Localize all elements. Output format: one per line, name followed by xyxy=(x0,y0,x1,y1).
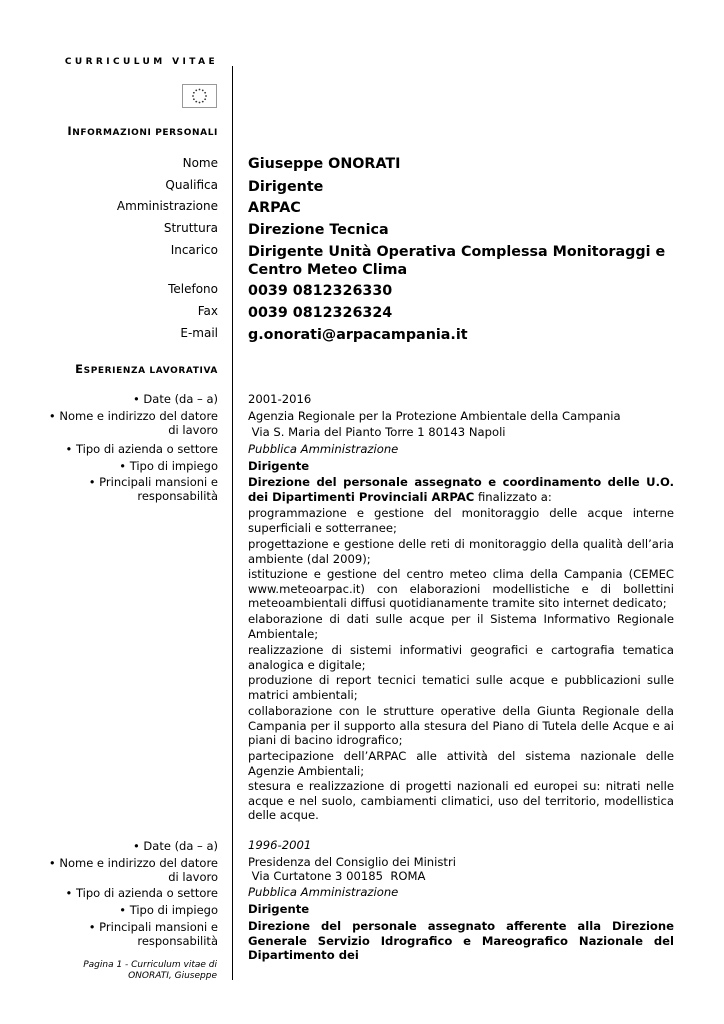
value-telefono: 0039 0812326330 xyxy=(248,283,393,299)
job1-role: Dirigente xyxy=(248,459,310,473)
value-amministrazione: ARPAC xyxy=(248,200,301,216)
value-email: g.onorati@arpacampania.it xyxy=(248,327,468,343)
job2-label-date: • Date (da – a) xyxy=(132,839,218,853)
job1-duty-item: progettazione e gestione delle reti di monitoraggio della qualità dell’aria ambiente (dal 2009); xyxy=(248,537,674,566)
label-email: E-mail xyxy=(180,326,218,340)
job1-label-sector: • Tipo di azienda o settore xyxy=(65,442,218,456)
job2-role: Dirigente xyxy=(248,902,310,916)
job2-label-employer-2: di lavoro xyxy=(168,870,218,884)
job2-sector: Pubblica Amministrazione xyxy=(248,885,399,899)
eu-flag-icon xyxy=(182,84,217,108)
job1-duty-item: partecipazione dell’ARPAC alle attività del sistema nazionale delle Agenzie Ambientali; xyxy=(248,749,674,778)
section-work-experience: ESPERIENZA LAVORATIVA xyxy=(75,362,218,376)
footer-line1: Pagina 1 - Curriculum vitae di xyxy=(83,960,217,970)
job2-duties-intro: Direzione del personale assegnato afferente alla Direzione Generale Servizio Idrografico e Mareografico Nazionale del Dipartimento dei xyxy=(248,919,674,963)
value-fax: 0039 0812326324 xyxy=(248,305,393,321)
job2-employer-line1: Presidenza del Consiglio dei Ministri xyxy=(248,855,456,869)
job2-date: 1996-2001 xyxy=(248,838,312,852)
job1-duty-item: collaborazione con le strutture operative della Giunta Regionale della Campania per il supporto alla stesura del Piano di Tutela delle Acque e ai piani di bacino idrografico; xyxy=(248,704,674,748)
job1-sector: Pubblica Amministrazione xyxy=(248,442,399,456)
job2-label-duties-1: • Principali mansioni e xyxy=(88,920,218,934)
column-divider xyxy=(232,66,233,980)
job1-label-date: • Date (da – a) xyxy=(132,392,218,406)
value-struttura: Direzione Tecnica xyxy=(248,222,389,238)
value-nome: Giuseppe ONORATI xyxy=(248,156,401,172)
job1-label-employer-1: • Nome e indirizzo del datore xyxy=(48,409,218,423)
job1-duty-item: realizzazione di sistemi informativi geografici e cartografia tematica analogica e digitale; xyxy=(248,643,674,672)
job2-label-employer-1: • Nome e indirizzo del datore xyxy=(48,856,218,870)
job1-duty-item: istituzione e gestione del centro meteo clima della Campania (CEMEC www.meteoarpac.it) con elaborazioni modellistiche e di bollettini meteoambientali diffusi quotidianamente tramite sito internet dedicato; xyxy=(248,567,674,611)
job1-duty-item: elaborazione di dati sulle acque per il Sistema Informativo Regionale Ambientale; xyxy=(248,612,674,641)
label-telefono: Telefono xyxy=(168,282,218,296)
job1-label-employer-2: di lavoro xyxy=(168,423,218,437)
page-footer xyxy=(83,960,217,982)
document-title: CURRICULUM VITAE xyxy=(64,57,218,67)
job1-label-role: • Tipo di impiego xyxy=(119,459,218,473)
job1-duties-intro: Direzione del personale assegnato e coordinamento delle U.O. dei Dipartimenti Provinciali ARPAC finalizzato a: xyxy=(248,475,674,504)
label-amministrazione: Amministrazione xyxy=(116,199,218,213)
label-fax: Fax xyxy=(197,304,218,318)
label-qualifica: Qualifica xyxy=(165,178,218,192)
footer-line2: ONORATI, Giuseppe xyxy=(128,971,217,981)
job1-duty-item: produzione di report tecnici tematici sulle acque e pubblicazioni sulle matrici ambientali; xyxy=(248,673,674,702)
label-incarico: Incarico xyxy=(170,243,218,257)
job1-duty-item: programmazione e gestione del monitoraggio delle acque interne superficiali e sotterranee; xyxy=(248,506,674,535)
job1-duty-item: stesura e realizzazione di progetti nazionali ed europei su: nitrati nelle acque e nel suolo, cambiamenti climatici, uso del territorio, modellistica delle acque. xyxy=(248,779,674,823)
value-qualifica: Dirigente xyxy=(248,179,324,195)
label-nome: Nome xyxy=(182,156,218,170)
job2-employer-line2: Via Curtatone 3 00185 ROMA xyxy=(248,869,426,883)
job1-label-duties-2: responsabilità xyxy=(137,489,218,503)
job1-employer-line1: Agenzia Regionale per la Protezione Ambientale della Campania xyxy=(248,409,621,423)
job1-label-duties-1: • Principali mansioni e xyxy=(88,475,218,489)
job2-label-duties-2: responsabilità xyxy=(137,934,218,948)
value-incarico-line1: Dirigente Unità Operativa Complessa Monitoraggi e xyxy=(248,244,666,260)
job1-employer-line2: Via S. Maria del Pianto Torre 1 80143 Napoli xyxy=(248,425,506,439)
job2-label-sector: • Tipo di azienda o settore xyxy=(65,886,218,900)
section-personal-info: INFORMAZIONI PERSONALI xyxy=(67,124,218,138)
job1-date: 2001-2016 xyxy=(248,392,312,406)
job2-label-role: • Tipo di impiego xyxy=(119,903,218,917)
label-struttura: Struttura xyxy=(163,221,218,235)
value-incarico-line2: Centro Meteo Clima xyxy=(248,262,408,278)
